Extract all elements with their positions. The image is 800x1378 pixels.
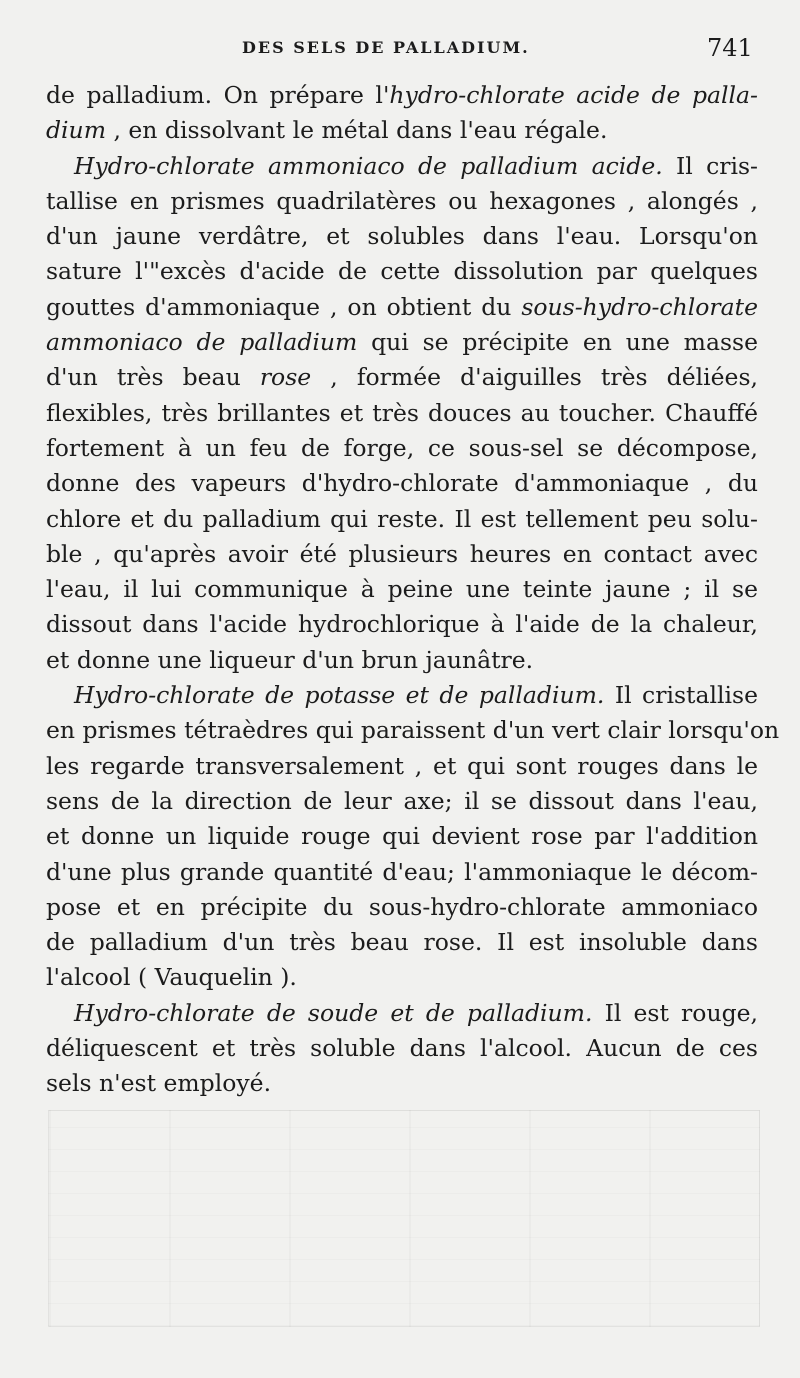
italic-text: Hydro-chlorate de potasse et de palladium. xyxy=(74,681,605,710)
running-title: DES SELS DE PALLADIUM. xyxy=(242,38,530,57)
text-segment: dissout dans l'acide hydrochlorique à l'aide de la chaleur, xyxy=(46,610,758,639)
text-segment: de palladium. On prépare l' xyxy=(46,81,390,109)
page-number: 741 xyxy=(707,34,753,62)
italic-text: hydro-chlorate acide de palla- xyxy=(389,81,758,109)
paragraph xyxy=(46,78,758,149)
text-line xyxy=(46,819,758,854)
text-line xyxy=(46,678,758,713)
show-through-table xyxy=(48,1110,760,1327)
text-line xyxy=(46,749,758,784)
text-line xyxy=(46,1031,758,1066)
text-line xyxy=(46,855,758,890)
text-line xyxy=(46,290,758,325)
text-line xyxy=(46,149,758,184)
text-line xyxy=(46,431,758,466)
text-line xyxy=(46,502,758,537)
text-segment: d'un très beau xyxy=(46,363,260,392)
text-segment: ble , qu'après avoir été plusieurs heures en contact avec xyxy=(46,539,758,568)
italic-text: dium xyxy=(46,116,106,145)
text-segment: flexibles, très brillantes et très douces au toucher. Chauffé xyxy=(46,398,758,427)
text-segment: qui se précipite en une masse xyxy=(357,328,758,357)
text-line xyxy=(46,254,758,289)
text-line xyxy=(46,184,758,219)
text-segment: donne des vapeurs d'hydro-chlorate d'ammoniaque , du xyxy=(46,469,758,498)
text-segment: sels n'est employé. xyxy=(46,1069,272,1098)
text-line xyxy=(46,713,780,748)
text-line xyxy=(46,78,758,113)
text-segment: chlore et du palladium qui reste. Il est tellement peu solu- xyxy=(46,504,758,533)
body-text xyxy=(46,78,780,1102)
text-segment: en prismes tétraèdres qui paraissent d'un vert clair lorsqu'on xyxy=(46,716,780,745)
text-segment: d'un jaune verdâtre, et solubles dans l'eau. Lorsqu'on xyxy=(46,222,758,251)
text-line xyxy=(46,466,758,501)
text-segment: l'eau, il lui communique à peine une teinte jaune ; il se xyxy=(46,575,758,604)
text-line xyxy=(46,1066,758,1101)
italic-text: Hydro-chlorate ammoniaco de palladium acide. xyxy=(74,151,663,180)
text-line xyxy=(46,360,758,395)
text-segment: sens de la direction de leur axe; il se dissout dans l'eau, xyxy=(46,786,758,815)
text-segment: Il cris- xyxy=(662,151,758,180)
italic-text: ammoniaco de palladium xyxy=(46,328,358,357)
page-header xyxy=(0,34,800,64)
text-segment: et donne un liquide rouge qui devient rose par l'addition xyxy=(46,822,758,851)
text-line xyxy=(46,113,758,148)
paragraph xyxy=(46,149,758,678)
text-line xyxy=(46,607,758,642)
text-segment: , en dissolvant le métal dans l'eau régale. xyxy=(105,116,608,145)
text-segment: l'alcool ( Vauquelin ). xyxy=(46,963,297,992)
text-segment: Il cristallise xyxy=(604,681,758,710)
text-segment: Il est rouge, xyxy=(592,998,758,1027)
text-segment: , formée d'aiguilles très déliées, xyxy=(311,363,758,392)
text-segment: gouttes d'ammoniaque , on obtient du xyxy=(46,292,522,321)
text-segment: sature l'"excès d'acide de cette dissolution par quelques xyxy=(46,257,758,286)
text-segment: de palladium d'un très beau rose. Il est insoluble dans xyxy=(46,928,758,957)
text-segment: d'une plus grande quantité d'eau; l'ammoniaque le décom- xyxy=(46,857,758,886)
text-segment: fortement à un feu de forge, ce sous-sel se décompose, xyxy=(46,433,758,462)
text-line xyxy=(46,537,758,572)
text-segment: déliquescent et très soluble dans l'alcool. Aucun de ces xyxy=(46,1034,758,1063)
text-segment: et donne une liqueur d'un brun jaunâtre. xyxy=(46,645,534,674)
text-line xyxy=(46,643,758,678)
italic-text: Hydro-chlorate de soude et de palladium. xyxy=(74,998,593,1027)
text-line xyxy=(46,572,758,607)
italic-text: sous-hydro-chlorate xyxy=(521,292,758,321)
text-segment: les regarde transversalement , et qui sont rouges dans le xyxy=(46,751,758,780)
text-line xyxy=(46,925,758,960)
text-segment: tallise en prismes quadrilatères ou hexagones , alongés , xyxy=(46,186,758,215)
text-line xyxy=(46,396,758,431)
paragraph xyxy=(46,678,780,996)
text-line xyxy=(46,325,758,360)
text-line xyxy=(46,960,758,995)
text-line xyxy=(46,219,758,254)
text-line xyxy=(46,784,758,819)
text-line xyxy=(46,890,758,925)
paragraph xyxy=(46,996,758,1102)
text-line xyxy=(46,996,758,1031)
italic-text: rose xyxy=(259,363,312,392)
text-segment: pose et en précipite du sous-hydro-chlorate ammoniaco xyxy=(46,892,758,921)
